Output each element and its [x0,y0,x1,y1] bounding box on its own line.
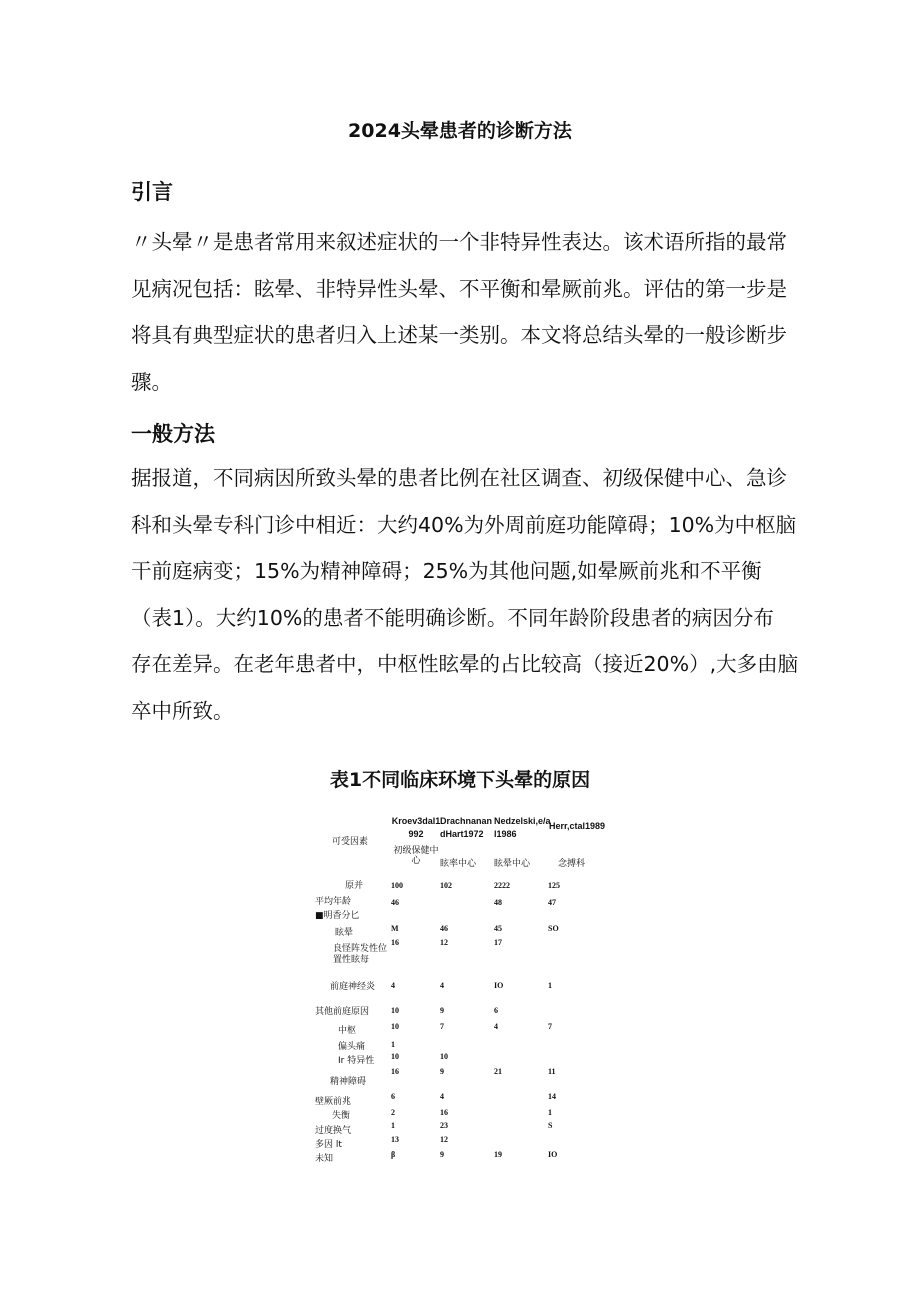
table-cell: 46 [440,924,448,933]
table-cell: IO [494,981,504,990]
table-cell: 48 [494,898,502,907]
table-cell: 11 [548,1067,556,1076]
column-setting: 眩晕中心 [494,859,531,869]
table-cell: 6 [494,1006,498,1015]
table-cell: 10 [391,1006,399,1015]
text-line: 〃头晕〃是患者常用来叙述症状的一个非特异性表达。该术语所指的最常 [131,230,787,254]
row-label: 壁厥前兆 [315,1097,352,1107]
section-heading-intro: 引言 [131,180,173,204]
table-cell: 7 [440,1022,444,1031]
row-label: Ir 特异性 [338,1056,375,1066]
table-cell: 19 [494,1150,502,1159]
table-cell: 1 [548,1108,552,1117]
table-cell: 16 [391,1067,399,1076]
text-line: 科和头晕专科门诊中相近：大约40%为外周前庭功能障碍；10%为中枢脑 [131,512,797,537]
row-label: 过度换气 [315,1126,352,1136]
row-label: 平均年龄 [315,897,352,907]
row-label: 精神障碍 [330,1077,367,1087]
table-cell: 47 [548,898,556,907]
table-title: 表1不同临床环境下头晕的原因 [329,769,591,791]
row-label: 前庭神经炎 [330,982,376,992]
text-line: 存在差异。在老年患者中，中枢性眩晕的占比较高（接近20%）,大多由脑 [131,652,799,676]
column-author: Herr,ctal1989 [549,821,606,831]
table-cell: 102 [440,881,452,890]
table-cell: 6 [391,1092,395,1101]
text-line: 将具有典型症状的患者归入上述某一类别。本文将总结头晕的一般诊断步 [131,323,787,347]
table-cell: 9 [440,1067,444,1076]
table-cell: M [391,924,399,933]
text-line: 卒中所致。 [131,698,234,723]
table-cell: 10 [440,1052,448,1061]
table-cell: 9 [440,1006,444,1015]
table-cell: 125 [548,881,560,890]
table-cell: 14 [548,1092,556,1101]
row-label: 失衡 [332,1111,351,1121]
table-cell: 46 [391,898,399,907]
general-paragraph [131,455,801,734]
column-author: Nedzelski,e/a l1986 [494,816,551,839]
table-cell: 2 [391,1108,395,1117]
column-setting: 初级保健中 心 [393,846,439,866]
text-line: 干前庭病变；15%为精神障碍；25%为其他问题,如晕厥前兆和不平衡 [131,559,762,583]
column-setting: 眩率中心 [440,859,477,869]
table-cell: 4 [440,1092,444,1101]
row-label: 多因 lt [315,1140,342,1150]
text-line: 见病况包括：眩晕、非特异性头晕、不平衡和晕厥前兆。评估的第一步是 [131,276,787,301]
row-header: 可受因素 [332,837,369,847]
intro-paragraph [131,219,801,405]
text-line: 骤。 [131,369,172,394]
table-cell: 16 [391,938,399,947]
table-cell: SO [548,924,559,933]
table-cell: 10 [391,1022,399,1031]
section-heading-general: 一般方法 [131,422,215,446]
text-line: （表1）。大约10%的患者不能明确诊断。不同年龄阶段患者的病因分布 [131,605,774,630]
table-cell: 7 [548,1022,552,1031]
table-cell: 4 [440,981,444,990]
table-cell: IO [548,1150,558,1159]
row-label: 偏头痛 [338,1042,366,1052]
document-title: 2024头晕患者的诊断方法 [348,120,572,142]
column-author: Kroev3dal1 992 [391,816,441,839]
table-cell: 13 [391,1135,399,1144]
row-label: 原并 [345,881,364,891]
table-cell: β [391,1150,396,1159]
table-cell: 12 [440,1135,448,1144]
table-cell: 100 [391,881,403,890]
table-cell: S [548,1121,553,1130]
table-cell: 12 [440,938,448,947]
table-cell: 23 [440,1121,448,1130]
row-label: ■明香分匕 [315,911,360,921]
table-cell: 1 [391,1121,395,1130]
table-cell: 21 [494,1067,502,1076]
table-cell: 1 [391,1040,395,1049]
row-label: 中枢 [338,1026,357,1036]
table-cell: 45 [494,924,502,933]
row-label: 眩晕 [335,928,354,938]
table-cell: 4 [391,981,395,990]
table-cell: 4 [494,1022,498,1031]
table-cell: 9 [440,1150,444,1159]
table-cell: 10 [391,1052,399,1061]
table-cell: 1 [548,981,552,990]
row-label: 良怪阵发性位置性眩每 [333,944,388,965]
column-setting: 念搏科 [558,859,586,869]
table-cell: 16 [440,1108,448,1117]
row-label: 未知 [315,1154,334,1164]
text-line: 据报道，不同病因所致头晕的患者比例在社区调查、初级保健中心、急诊 [131,466,787,490]
table-cell: 17 [494,938,502,947]
table-cell: 2222 [494,881,510,890]
column-author: Drachnanan dHart1972 [440,816,493,839]
row-label: 其他前庭原因 [315,1007,370,1017]
